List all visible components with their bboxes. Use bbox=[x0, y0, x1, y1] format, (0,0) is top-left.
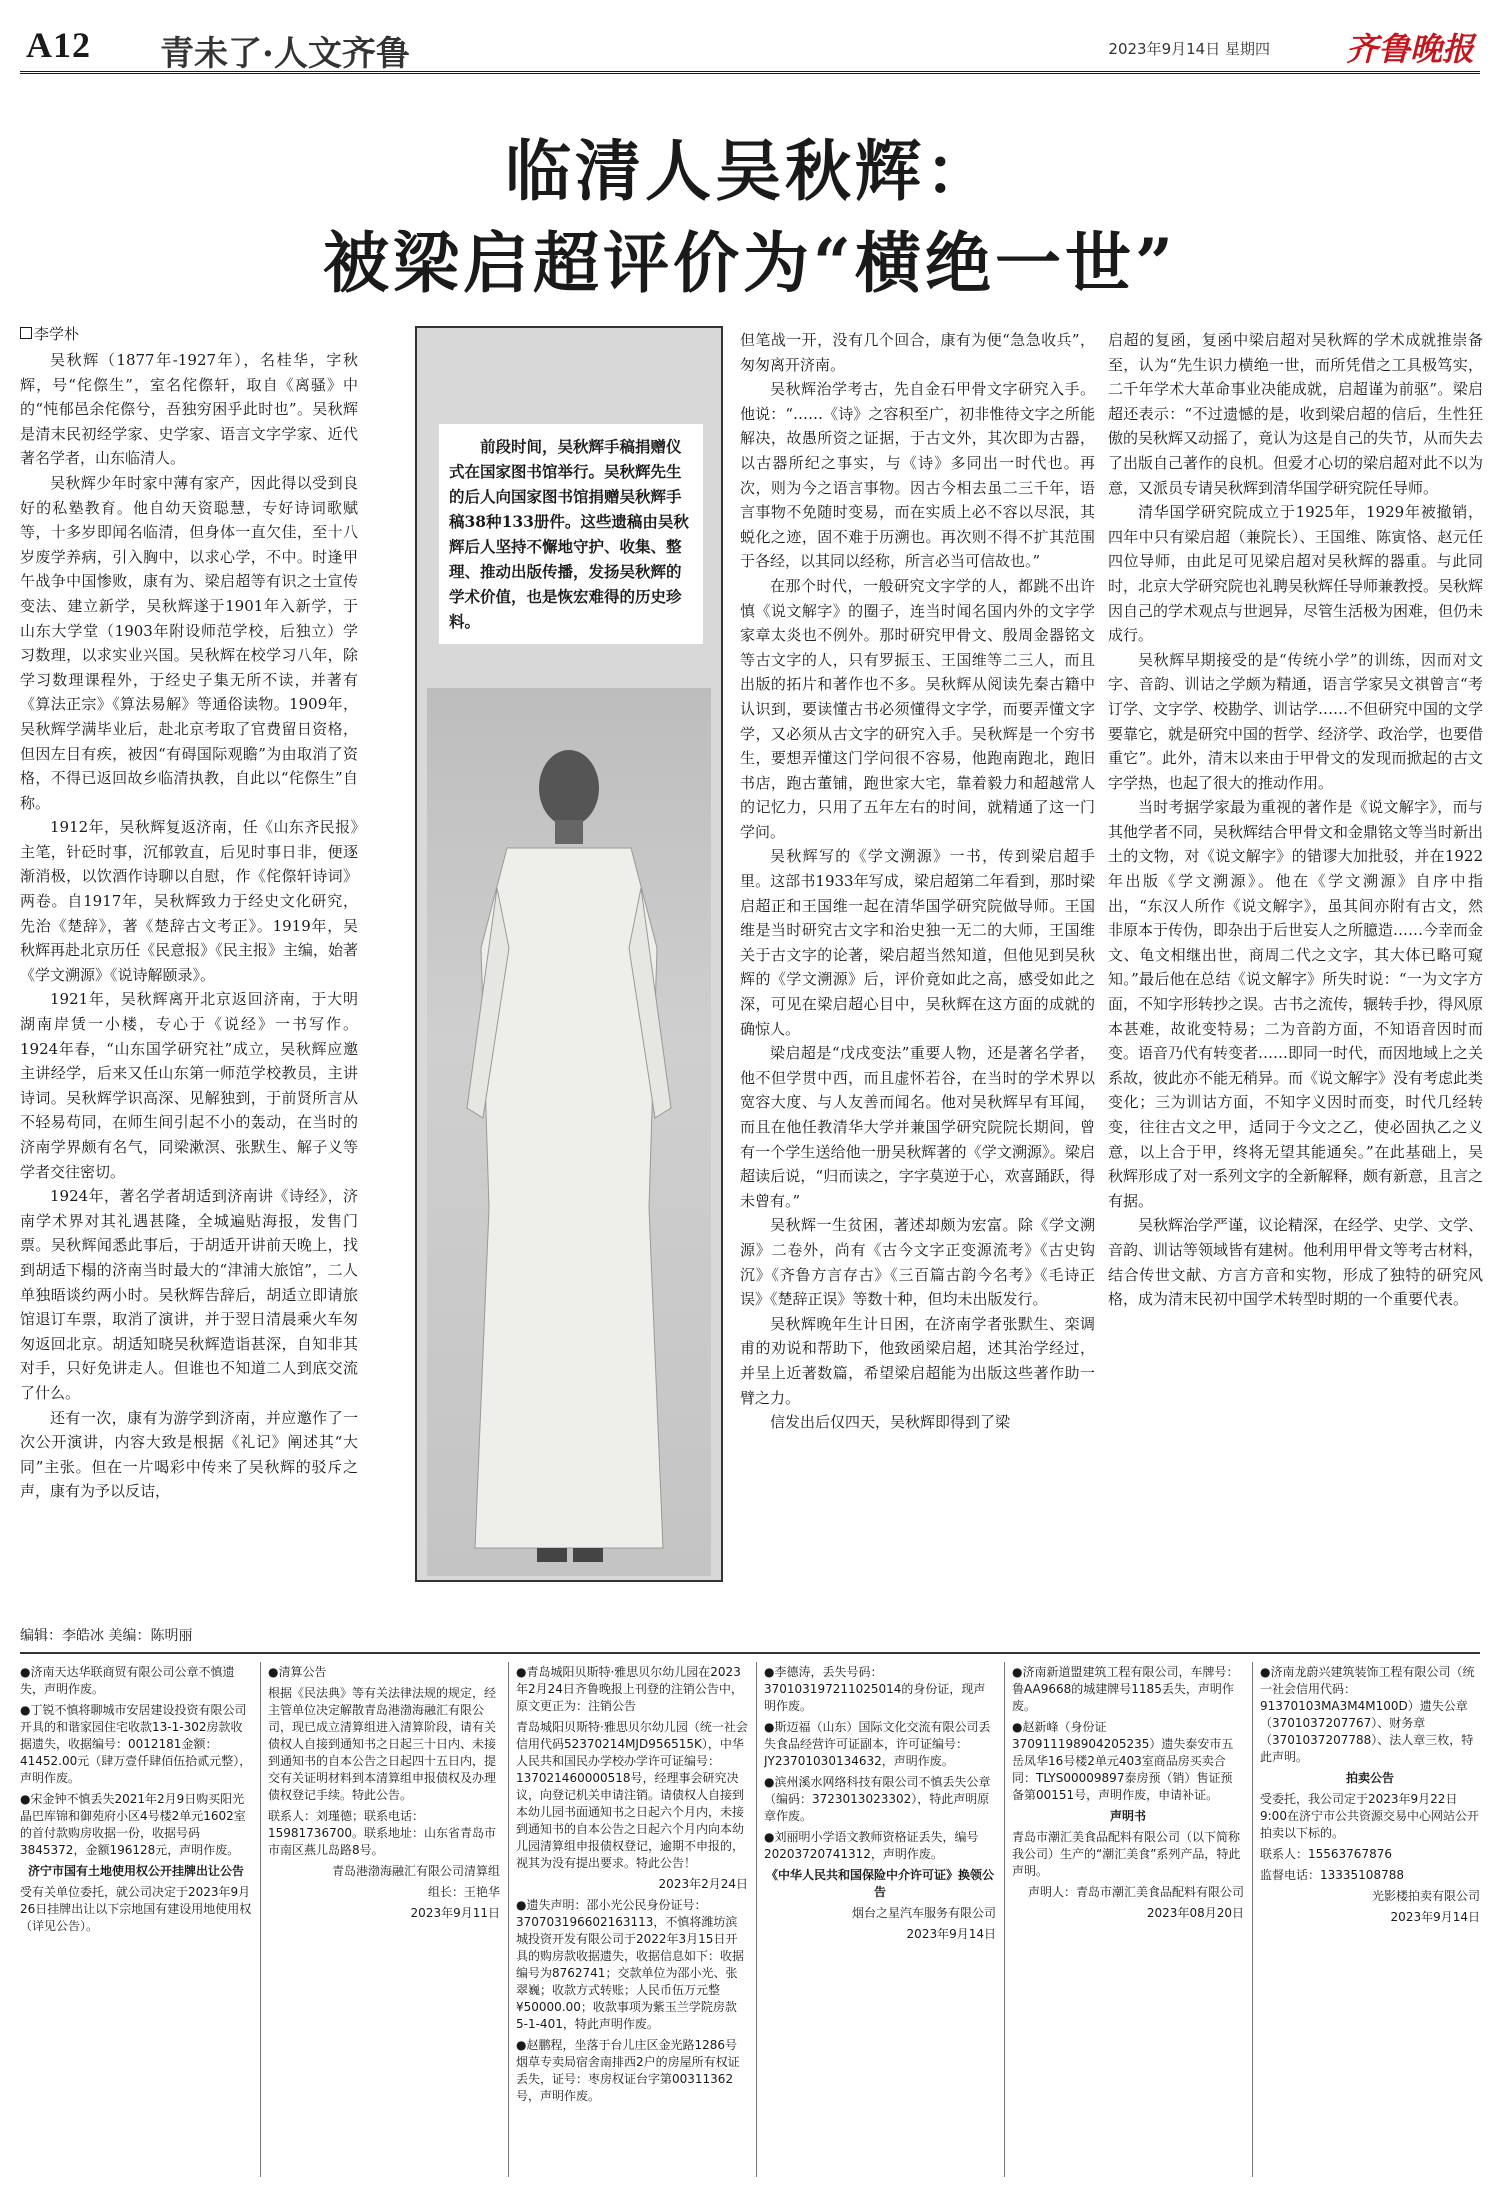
ad-divider bbox=[756, 1662, 757, 2177]
paragraph: 信发出后仅四天，吴秋辉即得到了梁 bbox=[770, 1413, 1011, 1432]
page-number: A12 bbox=[26, 25, 91, 65]
ad-heading: 拍卖公告 bbox=[1345, 1771, 1394, 1785]
paragraph: 吴秋辉写的《学文溯源》一书，传到梁启超手里。这部书1933年写成，梁启超第二年看到，那时梁启超正和王国维一起在清华国学研究院做导师。王国维是当时研究古文字和治史独一无二的大师，王国维关于古文字的论著，梁启超当然知道，但他见到吴秋辉的《学文溯源》后，评价竟如此之高，感受如此之深，可见在梁启超心目中，吴秋辉在这方面的成就的确惊人。 bbox=[740, 847, 1095, 1038]
paragraph: 吴秋辉晚年生计日困，在济南学者张默生、栾调甫的劝说和帮助下，他致函梁启超，述其治学经过，并呈上近著数篇，希望梁启超能为出版这些著作助一臂之力。 bbox=[740, 1314, 1095, 1407]
author-name: 李学朴 bbox=[34, 325, 80, 343]
paragraph: 1921年，吴秋辉离开北京返回济南，于大明湖南岸赁一小楼，专心于《说经》一书写作。1924年春，“山东国学研究社”成立，吴秋辉应邀主讲经学，后来又任山东第一师范学校教员，主讲诗词。吴秋辉学识高深、见解独到，于前贤所言从不轻易苟同，在师生间引起不小的轰动，在当时的济南学界颇有名气，同梁漱溟、张默生、解子义等学者交往密切。 bbox=[20, 990, 358, 1181]
ad-column-6 bbox=[1260, 1664, 1480, 2174]
paragraph: 清华国学研究院成立于1925年，1929年被撤销，四年中只有梁启超（兼院长）、王国维、陈寅恪、赵元任四位导师，由此足可见梁启超对吴秋辉的器重。与此同时，北京大学研究院也礼聘吴秋辉任导师兼教授。吴秋辉因自己的学术观点与世迥异，尽管生活极为困难，但仍未成行。 bbox=[1108, 503, 1483, 645]
paragraph: 吴秋辉（1877年-1927年），名桂华，字秋辉，号“侘傺生”，室名侘傺轩，取自《离骚》中的“忳郁邑余侘傺兮，吾独穷困乎此时也”。吴秋辉是清末民初经学家、史学家、语言文字学家、近代著名学者，山东临清人。 bbox=[20, 351, 358, 468]
headline-line-2: 被梁启超评价为“横绝一世” bbox=[323, 224, 1177, 302]
paragraph: 在那个时代，一般研究文字学的人，都跳不出许慎《说文解字》的圈子，连当时闻名国内外的文字学家章太炎也不例外。那时研究甲骨文、殷周金器铭文等古文字的人，只有罗振玉、王国维等二三人，而且出版的拓片和著作也不多。吴秋辉从阅读先秦古籍中认识到，要读懂古书必须懂得文字学，而要弄懂文字学，又必须从古文字的研究入手。吴秋辉是一个穷书生，要想弄懂这门学问很不容易，他跑南跑北，跑旧书店，跑古董铺，跑世家大宅，靠着毅力和超越常人的记忆力，只用了五年左右的时间，就精通了这一门学问。 bbox=[740, 576, 1095, 841]
ad-item: 2023年9月11日 bbox=[410, 1906, 500, 1920]
byline bbox=[20, 323, 79, 344]
ad-item: 2023年9月14日 bbox=[1390, 1910, 1480, 1924]
newspaper-logo: 齐鲁晚报 bbox=[1345, 30, 1474, 68]
ad-item: ●赵新峰（身份证370911198904205235）遗失泰安市五岳凤华16号楼2单元403室商品房买卖合同：TLYS00009897泰房预（销）售证预备第00151号，声明作废，申请补证。 bbox=[1012, 1720, 1234, 1802]
paragraph: 吴秋辉治学考古，先自金石甲骨文字研究入手。他说：“……《诗》之容积至广，初非惟待文字之所能解决，故愚所资之证据，于古文外，其次即为古器，以古器所纪之事实，与《诗》多同出一时代也。再次，则为今之语言事物。因古今相去虽二三千年，语言事物不免随时变易，而在实质上必不容以尽泯，其蜕化之迹，固不难于历溯也。再次则不得不扩其范围于各经，以其同以经称，所言必当可信故也。” bbox=[740, 380, 1095, 571]
ad-item: ●遗失声明：邵小光公民身份证号：370703196602163113，不慎将潍坊滨城投资开发有限公司于2022年3月15日开具的购房款收据遗失，收据信息如下：收据编号为8762741；交款单位为邵小光、张翠巍；收款方式转账；人民币伍万元整¥50000.00；收款事项为紫玉兰学院房款5-1-401，特此声明作废。 bbox=[516, 1898, 745, 2031]
article-column-4 bbox=[1108, 328, 1483, 1590]
ad-item: ●丁锐不慎将聊城市安居建设投资有限公司开具的和谐家园住宅收款13-1-302房款收据遗失，收据编号：0012181金额：41452.00元（肆万壹仟肆佰伍拾贰元整），声明作废。 bbox=[20, 1703, 252, 1785]
photo-panel bbox=[415, 326, 723, 1582]
ad-item: 组长：王艳华 bbox=[427, 1885, 500, 1899]
portrait-figure-icon bbox=[427, 688, 711, 1576]
ad-item: 2023年2月24日 bbox=[658, 1877, 748, 1891]
ad-item: 受有关单位委托，就公司决定于2023年9月26日挂牌出让以下宗地国有建设用地使用权（详见公告）。 bbox=[20, 1885, 252, 1933]
ad-heading: 济宁市国有土地使用权公开挂牌出让公告 bbox=[27, 1864, 244, 1878]
ad-item: ●济南龙蔚兴建筑装饰工程有限公司（统一社会信用代码：91370103MA3M4M100D）遗失公章（3701037207767）、财务章（3701037207788）、法人章三枚，特此声明。 bbox=[1260, 1665, 1475, 1764]
photo-caption: 前段时间，吴秋辉手稿捐赠仪式在国家图书馆举行。吴秋辉先生的后人向国家图书馆捐赠吴秋辉手稿38种133册件。这些遗稿由吴秋辉后人坚持不懈地守护、收集、整理、推动出版传播，发扬吴秋辉的学术价值，也是恢宏难得的历史珍料。 bbox=[439, 424, 703, 644]
ad-item: 光影楼拍卖有限公司 bbox=[1371, 1889, 1480, 1903]
ad-item: 青岛市潮汇美食品配料有限公司（以下简称我公司）生产的“潮汇美食”系列产品，特此声明。 bbox=[1012, 1830, 1241, 1878]
ad-column-5 bbox=[1012, 1664, 1244, 2174]
ad-column-4 bbox=[764, 1664, 996, 2174]
ad-divider bbox=[508, 1662, 509, 2177]
ad-heading: 《中华人民共和国保险中介许可证》换领公告 bbox=[765, 1868, 994, 1899]
ad-item: ●滨州溪水网络科技有限公司不慎丢失公章（编码：3723013023302），特此声明原章作废。 bbox=[764, 1775, 991, 1823]
headline-line-1: 临清人吴秋辉： bbox=[505, 132, 995, 210]
ad-heading: 声明书 bbox=[1109, 1809, 1146, 1823]
ad-divider bbox=[1004, 1662, 1005, 2177]
ad-item: 青岛港渤海融汇有限公司清算组 bbox=[331, 1864, 500, 1878]
ad-item: 烟台之星汽车服务有限公司 bbox=[851, 1906, 996, 1920]
section-title: 青未了·人文齐鲁 bbox=[160, 34, 410, 74]
paragraph: 梁启超是“戊戌变法”重要人物，还是著名学者，他不但学贯中西，而且虚怀若谷，在当时的学术界以宽容大度、与人友善而闻名。他对吴秋辉早有耳闻，而且在他任教清华大学并兼国学研究院院长期间，曾有一个学生送给他一册吴秋辉著的《学文溯源》。梁启超读后说，“归而读之，字字莫逆于心，欢喜踊跃，得未曾有。” bbox=[740, 1044, 1095, 1210]
paragraph: 吴秋辉少年时家中薄有家产，因此得以受到良好的私塾教育。他自幼天资聪慧，专好诗词歌赋等，十多岁即闻名临清，但身体一直欠佳，至十八岁废学养病，引入胸中，以求心学，不中。时逢甲午战争中国惨败，康有为、梁启超等有识之士宣传变法、建立新学，吴秋辉遂于1901年入新学，于山东大学堂（1903年附设师范学校，后独立）学习数理，以求实业兴国。吴秋辉在校学习八年，除学习数理课程外，于经史子集无所不读，并著有《算法正宗》《算法易解》等通俗读物。1909年，吴秋辉学满毕业后，赴北京考取了官费留日资格，但因左目有疾，被因“有碍国际观瞻”为由取消了资格，不得已返回故乡临清执教，自此以“侘傺生”自称。 bbox=[20, 473, 358, 812]
paragraph: 吴秋辉早期接受的是“传统小学”的训练，因而对文字、音韵、训诂之学颇为精通，语言学家吴文祺曾言“考订学、文字学、校勘学、训诂学……不但研究中国的文学要靠它，就是研究中国的哲学、经济学、政治学，也要借重它”。此外，清末以来由于甲骨文的发现而掀起的古文字学热，也起了很大的推动作用。 bbox=[1108, 650, 1483, 792]
ad-item: 2023年08月20日 bbox=[1146, 1906, 1244, 1920]
paragraph: 但笔战一开，没有几个回合，康有为便“急急收兵”，匆匆离开济南。 bbox=[740, 331, 1095, 374]
ad-item: 2023年9月14日 bbox=[906, 1927, 996, 1941]
ad-item: ●济南新道盟建筑工程有限公司，车牌号：鲁AA9668的城建牌号1185丢失，声明作废。 bbox=[1012, 1665, 1239, 1713]
paragraph: 还有一次，康有为游学到济南，并应邀作了一次公开演讲，内容大致是根据《礼记》阐述其“大同”主张。但在一片喝彩中传来了吴秋辉的驳斥之声，康有为予以反诘， bbox=[20, 1408, 358, 1501]
paragraph: 吴秋辉治学严谨，议论精深，在经学、史学、文学、音韵、训诂等领域皆有建树。他利用甲骨文等考古材料，结合传世文献、方言方音和实物，形成了独特的研究风格，成为清末民初中国学术转型时期的一个重要代表。 bbox=[1108, 1216, 1483, 1309]
ad-item: ●李德涛，丢失号码：370103197211025014的身份证，现声明作废。 bbox=[764, 1665, 986, 1713]
ad-item: 联系人：15563767876 bbox=[1260, 1847, 1392, 1861]
ad-item: ●青岛城阳贝斯特·雅思贝尔幼儿园在2023年2月24日齐鲁晚报上刊登的注销公告中，原文更正为：注销公告 bbox=[516, 1665, 743, 1713]
ad-item: 声明人：青岛市潮汇美食品配料有限公司 bbox=[1027, 1885, 1244, 1899]
ad-divider bbox=[1252, 1662, 1253, 2177]
ad-item: ●刘丽明小学语文教师资格证丢失，编号20203720741312，声明作废。 bbox=[764, 1830, 979, 1861]
article-column-3 bbox=[740, 328, 1095, 1590]
paragraph: 1924年，著名学者胡适到济南讲《诗经》，济南学术界对其礼遇甚隆，全城遍贴海报，发售门票。吴秋辉闻悉此事后，于胡适开讲前天晚上，找到胡适下榻的济南当时最大的“津浦大旅馆”，二人单独晤谈约两小时。吴秋辉告辞后，胡适立即请旅馆退订车票，取消了演讲，并于翌日清晨乘火车匆匆返回北京。胡适知晓吴秋辉造诣甚深，自知非其对手，只好免讲走人。但谁也不知道二人到底交流了什么。 bbox=[20, 1187, 358, 1402]
paragraph: 启超的复函，复函中梁启超对吴秋辉的学术成就推崇备至，认为“先生识力横绝一世，而所凭借之工具极笃实，二千年学术大革命事业决能成就，启超谨为前驱”。梁启超还表示：“不过遗憾的是，收到梁启超的信后，生性狂傲的吴秋辉又动摇了，竟认为这是自己的失节，从而失去了出版自己著作的良机。但爱才心切的梁启超对此不以为意，又派员专请吴秋辉到清华国学研究院任导师。 bbox=[1108, 331, 1483, 497]
paragraph: 1912年，吴秋辉复返济南，任《山东齐民报》主笔，针砭时事，沉郁敦直，后见时事日非，便逐渐消极，以饮酒作诗聊以自慰，作《侘傺轩诗词》两卷。自1917年，吴秋辉致力于经史文化研究，先治《楚辞》，著《楚辞古文考正》。1919年，吴秋辉再赴北京历任《民意报》《民主报》主编，始著《学文溯源》《说诗解颐录》。 bbox=[20, 818, 358, 984]
ad-item: ●斯迈福（山东）国际文化交流有限公司丢失食品经营许可证副本，许可证编号：JY23701030134632，声明作废。 bbox=[764, 1720, 991, 1768]
ad-column-1 bbox=[20, 1664, 252, 2174]
ad-item: ●济南天达华联商贸有限公司公章不慎遗失，声明作废。 bbox=[20, 1665, 235, 1696]
ad-item: ●赵鹏程，坐落于台儿庄区金光路1286号烟草专卖局宿舍南排西2户的房屋所有权证丢失，证号：枣房权证台字第00311362号，声明作废。 bbox=[516, 2038, 740, 2103]
ad-item: 根据《民法典》等有关法律法规的规定，经主管单位决定解散青岛港渤海融汇有限公司，现已成立清算组进入清算阶段，请有关债权人自接到通知书之日起三十日内、未接到通知书的自本公告之日起四十五日内，提交有关证明材料到本清算组申报债权及办理债权登记手续。特此公告。 bbox=[268, 1686, 497, 1802]
paragraph: 吴秋辉一生贫困，著述却颇为宏富。除《学文溯源》二卷外，尚有《古今文字正变源流考》《古史钩沉》《齐鲁方言存古》《三百篇古韵今名考》《毛诗正误》《楚辞正误》等数十种，但均未出版发行。 bbox=[740, 1216, 1095, 1309]
ad-item: 青岛城阳贝斯特·雅思贝尔幼儿园（统一社会信用代码52370214MJD956515K），中华人民共和国民办学校办学许可证编号：137021460000518号，经理事会研究决议，向登记机关申请注销。请债权人自接到本幼儿园书面通知书之日起六个月内，未接到通知书的自本公告之日起六个月内向本幼儿园清算组申报债权登记，逾期不申报的，视其为没有提出要求。特此公告！ bbox=[516, 1720, 748, 1870]
ad-column-2 bbox=[268, 1664, 500, 2174]
paragraph: 当时考据学家最为重视的著作是《说文解字》，而与其他学者不同，吴秋辉结合甲骨文和金鼎铭文等当时新出土的文物，对《说文解字》的错谬大加批驳，并在1922年出版《学文溯源》。他在《学文溯源》自序中指出，“东汉人所作《说文解字》，虽其间亦附有古文，然非原本于传伪，即杂出于后世妄人之所臆造……今幸而金文、龟文相继出世，商周二代之文字，其大体已略可窥知。”最后他在总结《说文解字》所失时说：“一为文字方面，不知字形转抄之误。古书之流传，辗转手抄，得风原本甚难，故讹变特易；二为音韵方面，不知语音因时而变。语音乃代有转变者……即同一时代，而因地域上之关系故，彼此亦不能无稍异。而《说文解字》没有考虑此类变化；三为训诂方面，不知字义因时而变，时代几经转变，往往古文之甲，适同于今文之乙，使必固执乙之义意，以上合于甲，终将无望其能通矣。”在此基础上，吴秋辉形成了对一系列文字的全新解释，颇有新意，且言之有据。 bbox=[1108, 798, 1483, 1210]
ad-item: 联系人：刘瑾德；联系电话：15981736700。联系地址：山东省青岛市市南区燕儿岛路8号。 bbox=[268, 1809, 496, 1857]
classified-ads bbox=[20, 1652, 1480, 2182]
ad-item: 监督电话：13335108788 bbox=[1260, 1868, 1404, 1882]
issue-date: 2023年9月14日 星期四 bbox=[1108, 40, 1270, 58]
ad-item: ●清算公告 bbox=[268, 1665, 327, 1679]
page-header bbox=[20, 18, 1480, 74]
portrait-photo bbox=[427, 688, 711, 1576]
editor-credits: 编辑：李皓冰 美编：陈明丽 bbox=[20, 1628, 193, 1644]
ad-item: ●宋金钟不慎丢失2021年2月9日购买阳光晶巴库锦和御苑府小区4号楼2单元1602室的首付款购房收据一份，收据号码3845372，金额196128元，声明作废。 bbox=[20, 1792, 246, 1857]
ad-item: 受委托，我公司定于2023年9月22日9:00在济宁市公共资源交易中心网站公开拍卖以下标的。 bbox=[1260, 1792, 1479, 1840]
ad-column-3 bbox=[516, 1664, 748, 2174]
article-column-1 bbox=[20, 348, 358, 1588]
byline-box-icon bbox=[20, 327, 32, 339]
ad-divider bbox=[260, 1662, 261, 2177]
